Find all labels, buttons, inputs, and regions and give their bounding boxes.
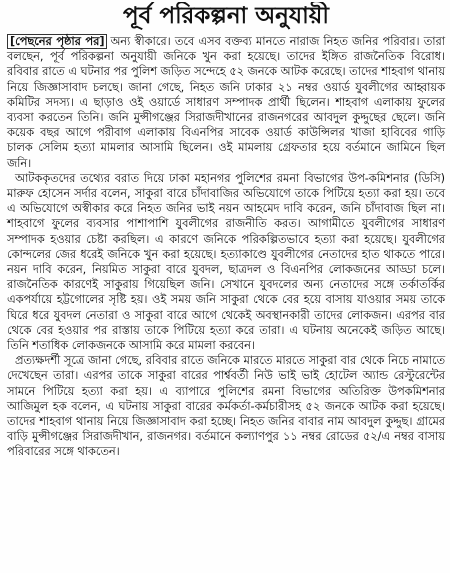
paragraph-3: প্রত্যক্ষদর্শী সূত্রে জানা গেছে, রবিবার রাতে জনিকে মারতে মারতে সাকুরা বার থেকে নিচে নামাতে দেখেছেন তারা। এরপর তাকে সাকুরা বারের পার্শ্ববর্তী নিউ ভাই ভাই হোটেল অ্যান্ড রেস্টুরেন্টের সামনে পিটিয়ে হত্যা করা হয়। এ ব্যাপারে পুলিশের রমনা বিভাগের অতিরিক্ত উপকমিশনার আজিমুল হক বলেন, এ ঘটনায় সাকুরা বারের কর্মকর্তা-কর্মচারীসহ ৫২ জনকে আটক করা হয়েছে। তাদের শাহবাগ থানায় নিয়ে জিজ্ঞাসাবাদ করা হচ্ছে। নিহত জনির বাবার নাম আবদুল কুদ্দুছ। গ্রামের বাড়ি মুন্সীগঞ্জের সিরাজদীখান, রাজনগর। বর্তমানে কল্যাণপুর ১১ নম্বর রোডের ৫২/এ নম্বর বাসায় পরিবারের সঙ্গে থাকতেন। [7,354,445,459]
paragraph-1 [7,34,445,171]
article-body [7,34,445,460]
article-headline: পূর্ব পরিকল্পনা অনুযায়ী [123,3,329,29]
continued-from-previous-page-tag: [পেছনের পৃষ্ঠার পর] [7,34,107,49]
paragraph-1-text: অন্য স্বীকারে। তবে এসব বক্তব্য মানতে নারাজ নিহত জনির পরিবার। তারা বলছেন, পূর্ব পরিকল্পনা অনুযায়ী জনিকে খুন করা হয়েছে। তাদের ইঙ্গিত রাজনৈতিক বিরোধ। রবিবার রাতে এ ঘটনার পর পুলিশ জড়িত সন্দেহে ৫২ জনকে আটক করেছে। তাদের শাহবাগ থানায় নিয়ে জিজ্ঞাসাবাদ চলছে। জানা গেছে, নিহত জনি ঢাকার ২১ নম্বর ওয়ার্ড যুবলীগের আহ্বায়ক কমিটির সদস্য। এ ছাড়াও ওই ওয়ার্ডে সাধারণ সম্পাদক প্রার্থী ছিলেন। শাহবাগ এলাকায় ফুলের ব্যবসা করতেন তিনি। জনি মুন্সীগঞ্জের সিরাজদীখানের রাজনগরের আবদুল কুদ্দুছের ছেলে। জনি কয়েক বছর আগে পরীবাগ এলাকায় বিএনপির সাবেক ওয়ার্ড কাউন্সিলর খাজা হাবিবের গাড়ি চালক সেলিম হত্যা মামলার আসামি ছিলেন। ওই মামলায় গ্রেফতার হয়ে বর্তমানে জামিনে ছিল জনি। [7,35,445,170]
paragraph-2: আটককৃতদের তথ্যের বরাত দিয়ে ঢাকা মহানগর পুলিশের রমনা বিভাগের উপ-কমিশনার (ডিসি) মারুফ হোসেন সর্দার বলেন, সাকুরা বারে চাঁদাবাজির অভিযোগে তাকে পিটিয়ে হত্যা করা হয়। তবে এ অভিযোগে অস্বীকার করে নিহত জনির ভাই নয়ন আহমেদ দাবি করেন, জনি চাঁদাবাজ ছিল না। শাহবাগে ফুলের ব্যবসার পাশাপাশি যুবলীগের রাজনীতি করত। আগামীতে যুবলীগের সাধারণ সম্পাদক হওয়ার চেষ্টা করছিল। এ কারণে জনিকে পরিকল্পিতভাবে হত্যা করা হয়েছে। যুবলীগের কোন্দলের জের ধরেই জনিকে খুন করা হয়েছে। হত্যাকাণ্ডে যুবলীগের নেতাদের হাত থাকতে পারে। নয়ন দাবি করেন, নিয়মিত সাকুরা বারে যুবদল, ছাত্রদল ও বিএনপির লোকজনের আড্ডা চলে। রাজনৈতিক কারণেই সাকুরায় গিয়েছিল জনি। সেখানে যুবদলের অন্য নেতাদের সঙ্গে তর্কাতর্কির একপর্যায়ে হট্টগোলের সৃষ্টি হয়। ওই সময় জনি সাকুরা থেকে বের হয়ে বাসায় যাওয়ার সময় তাকে ঘিরে ধরে যুবদল নেতারা ও সাকুরা বারে আগে থেকেই অবস্থানকারী তাদের লোকজন। এরপর বার থেকে বের হওয়ার পর রাস্তায় তাকে পিটিয়ে হত্যা করে তারা। এ ঘটনায় অনেকেই জড়িত আছে। তিনি শতাধিক লোকজনকে আসামি করে মামলা করবেন। [7,171,445,353]
